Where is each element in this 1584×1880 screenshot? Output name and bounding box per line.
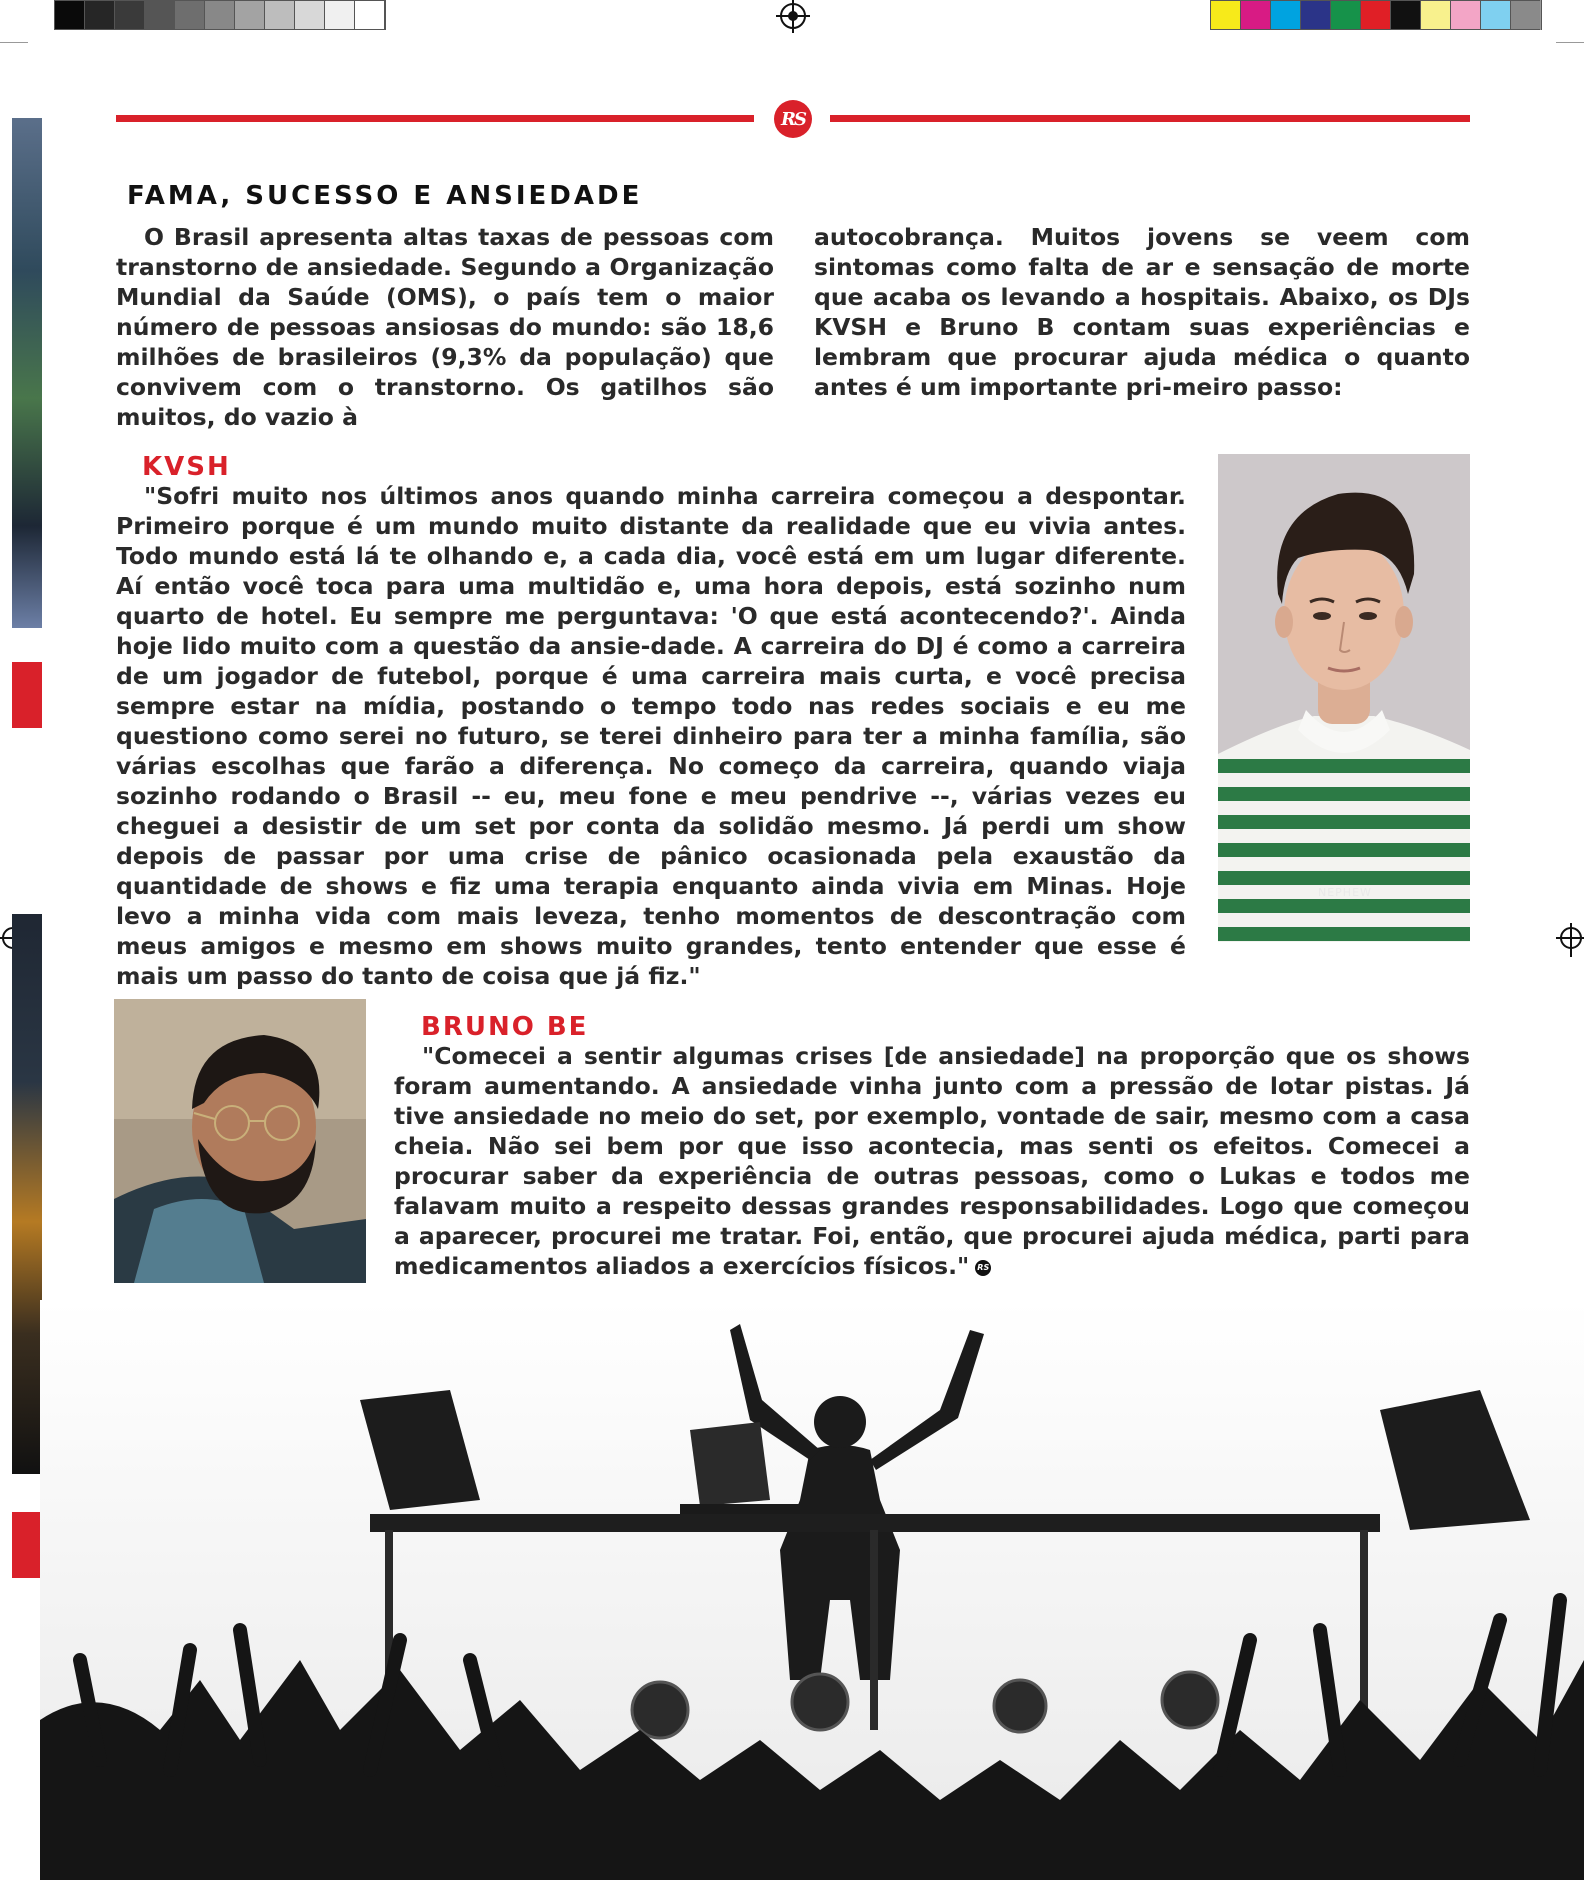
color-swatch	[1421, 1, 1451, 29]
registration-mark-right	[1560, 927, 1582, 949]
color-swatch	[1511, 1, 1541, 29]
color-swatch	[1391, 1, 1421, 29]
color-swatch	[1271, 1, 1301, 29]
trim-line	[1540, 0, 1541, 30]
header-rule-right	[830, 115, 1470, 122]
bruno-be-name: BRUNO BE	[421, 1012, 589, 1042]
color-swatch	[1481, 1, 1511, 29]
bruno-be-quote: "Comecei a sentir algumas crises [de ansiedade] na proporção que os shows foram aumentando. A ansiedade vinha junto com a pressão de lotar pistas. Já tive ansiedade no meio do set, por exemplo, vontade de sair, mesmo com a casa cheia. Não sei bem por que isso acontecia, mas senti os efeitos. Comecei a procurar saber da experiência de outras pessoas, como o Lukas e todos me falavam muito a respeito dessas grandes responsabilidades. Logo que começou a aparecer, procurei me tratar. Foi, então, que procurei ajuda médica, parti para medicamentos aliados a exercícios físicos."	[394, 1042, 1470, 1280]
color-swatch	[1241, 1, 1271, 29]
color-swatch	[1331, 1, 1361, 29]
gray-swatch	[85, 1, 115, 29]
header-rule-left	[116, 115, 754, 122]
gray-swatch	[205, 1, 235, 29]
intro-column-1: O Brasil apresenta altas taxas de pessoas com transtorno de ansiedade. Segundo a Organização Mundial da Saúde (OMS), o país tem o maior número de pessoas ansiosas do mundo: são 18,6 milhões de brasileiros (9,3% da população) que convivem com o transtorno. Os gatilhos são muitos, do vazio à	[116, 223, 774, 431]
bruno-be-quote-block	[394, 1041, 1470, 1281]
kvsh-portrait-illustration	[1218, 454, 1470, 942]
gray-swatch	[265, 1, 295, 29]
adjacent-page-concert-image	[12, 914, 42, 1474]
trim-line	[1556, 42, 1584, 43]
adjacent-page-crowd-image	[12, 118, 42, 628]
bruno-be-portrait	[114, 999, 366, 1283]
dj-stage-illustration	[40, 1300, 1584, 1880]
color-swatch	[1301, 1, 1331, 29]
color-calibration-bar	[1210, 0, 1542, 30]
shirt-brand-text: NEPHEW	[1318, 886, 1372, 899]
dj-stage-photo	[40, 1300, 1584, 1880]
intro-column-2: autocobrança. Muitos jovens se veem com sintomas como falta de ar e sensação de morte que acaba os levando a hospitais. Abaixo, os DJs KVSH e Bruno B contam suas experiências e lembram que procurar ajuda médica o quanto antes é um importante pri-meiro passo:	[814, 223, 1470, 401]
color-swatch	[1451, 1, 1481, 29]
gray-swatch	[115, 1, 145, 29]
gray-swatch	[325, 1, 355, 29]
rs-logo: RS	[774, 100, 812, 138]
end-of-article-mark: RS	[975, 1260, 991, 1276]
color-swatch	[1211, 1, 1241, 29]
grayscale-calibration-bar	[54, 0, 386, 30]
gray-swatch	[145, 1, 175, 29]
adjacent-page-red-tab	[12, 662, 42, 728]
kvsh-quote: "Sofri muito nos últimos anos quando minha carreira começou a despontar. Primeiro porque é um mundo muito distante da realidade que eu vivia antes. Todo mundo está lá te olhando e, a cada dia, você está em um lugar diferente. Aí então você toca para uma multidão e, uma hora depois, está sozinho num quarto de hotel. Eu sempre me perguntava: 'O que está acontecendo?'. Ainda hoje lido muito com a questão da ansie-dade. A carreira do DJ é como a carreira de um jogador de futebol, porque é uma carreira mais curta, e você precisa sempre estar na mídia, postando o tempo todo nas redes sociais e eu me questiono como serei no futuro, se terei dinheiro para ter a minha família, são várias escolhas que farão a diferença. No começo da carreira, quando viaja sozinho rodando o Brasil -- eu, meu fone e meu pendrive --, várias vezes eu cheguei a desistir de um set por conta da solidão mesmo. Já perdi um show depois de passar por uma crise de pânico ocasionada pela exaustão da quantidade de shows e fiz uma terapia enquanto ainda vivia em Minas. Hoje levo a minha vida com mais leveza, tenho momentos de descontração com meus amigos e mesmo em shows muito grandes, tento entender que esse é mais um passo do tanto de coisa que já fiz."	[116, 482, 1186, 990]
gray-swatch	[55, 1, 85, 29]
bruno-be-portrait-illustration	[114, 999, 366, 1283]
gray-swatch	[235, 1, 265, 29]
gray-swatch	[295, 1, 325, 29]
adjacent-page-red-tab	[12, 1512, 42, 1578]
registration-mark-top	[780, 3, 806, 29]
kvsh-name: KVSH	[142, 452, 231, 482]
color-swatch	[1361, 1, 1391, 29]
gray-swatch	[355, 1, 385, 29]
gray-swatch	[175, 1, 205, 29]
kvsh-portrait	[1218, 454, 1470, 942]
trim-line	[0, 42, 28, 43]
section-title: FAMA, SUCESSO E ANSIEDADE	[127, 181, 643, 211]
